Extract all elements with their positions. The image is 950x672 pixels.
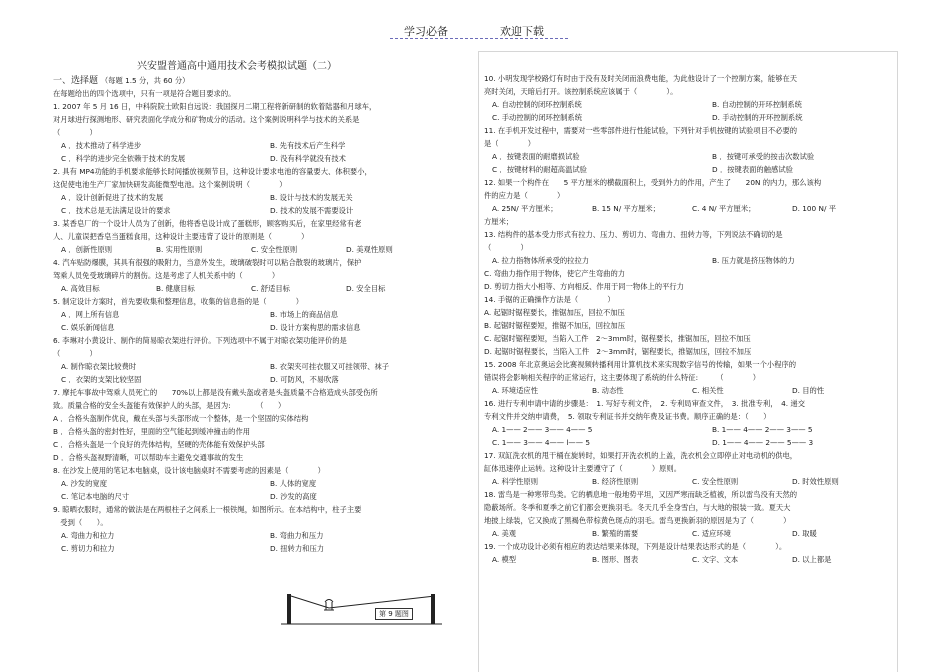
option-row bbox=[53, 139, 473, 152]
question-line: 4. 汽车贴防爆膜，其具有很强的吸附力，当意外发生，玻璃破裂时可以粘合散裂的玻璃片，保护 bbox=[53, 258, 362, 267]
option-text: D. 目的性 bbox=[792, 386, 825, 395]
option-text: B. 动态性 bbox=[592, 386, 624, 395]
option-text: A ．设计创新促进了技术的发展 bbox=[61, 193, 164, 202]
question-line: 件的应力是（ ） bbox=[484, 191, 565, 200]
question-line: C ．合格头盔是一个良好的壳体结构，坚硬的壳体能有效保护头部 bbox=[53, 440, 265, 449]
option-row bbox=[484, 111, 904, 124]
right-post bbox=[431, 594, 435, 624]
option-text: C ．科学的进步完全依赖于技术的发展 bbox=[61, 154, 186, 163]
option-text: D. 100 N/ 平 bbox=[792, 204, 837, 213]
question-line: 亮时关闭，天暗后打开。该控制系统应该属于（ ）。 bbox=[484, 87, 678, 96]
question-line: 对月球进行探测地形、研究表面化学成分和矿物成分的活动。这个案例说明科学与技术的关系是 bbox=[53, 115, 360, 124]
option-text: A. 环境适应性 bbox=[492, 386, 538, 395]
section-label: 一、选择题 bbox=[53, 76, 99, 86]
option-text: D. 安全目标 bbox=[346, 284, 386, 293]
header-right-text: 欢迎下载 bbox=[500, 25, 544, 38]
option-text: D. 没有科学就没有技术 bbox=[270, 154, 346, 163]
question-line: 受到（ ）。 bbox=[53, 518, 108, 527]
question-line: 1. 2007 年 5 月 16 日，中科院院士欧阳自远说：我国探月二期工程将新研制的软着陆器和月球车， bbox=[53, 102, 377, 111]
question-line: （ ） bbox=[53, 128, 97, 137]
option-text: A. 美观 bbox=[492, 529, 517, 538]
question-line: 18. 雷鸟是一种寒带鸟类。它的栖息地一般地势平坦，又因严寒而缺乏植被，所以雷鸟没有天然的 bbox=[484, 490, 798, 499]
option-text: A. 科学性原则 bbox=[492, 477, 538, 486]
question-line: 12. 如果一个构件在 5 平方厘米的横截面积上，受到外力的作用，产生了 20N 的内力，那么该构 bbox=[484, 178, 822, 187]
section-note: （每题 1.5 分，共 60 分） bbox=[100, 76, 190, 85]
option-row bbox=[53, 477, 473, 490]
question-line: B. 起锯时锯程要短，推锯不加压，回拉加压 bbox=[484, 321, 625, 330]
option-text: B. 弯曲力和压力 bbox=[270, 531, 324, 540]
option-row bbox=[53, 373, 473, 386]
option-text: A ．技术推动了科学进步 bbox=[61, 141, 142, 150]
option-text: A. 模型 bbox=[492, 555, 517, 564]
option-text: C ．按键材料的耐超高温试验 bbox=[492, 165, 587, 174]
option-text: D. 时效性原则 bbox=[792, 477, 839, 486]
option-row bbox=[53, 243, 473, 256]
option-text: C. 相关性 bbox=[692, 386, 724, 395]
option-row bbox=[484, 150, 904, 163]
section-heading bbox=[53, 74, 473, 87]
question-line: 3. 某香皂厂的一个设计人员为了创新，他将香皂设计成了蛋糕形，顾客购买后，在家里经常有老 bbox=[53, 219, 362, 228]
question-line: 错误将会影响相关程序的正常运行，这主要体现了系统的什么特征: （ ） bbox=[484, 373, 761, 382]
question-line: 2. 具有 MP4功能的手机要求能够长时间播放视频节目，这种设计要求电池的容量要大、体积要小， bbox=[53, 167, 372, 176]
option-text: B. 经济性原则 bbox=[592, 477, 639, 486]
option-row bbox=[53, 191, 473, 204]
option-text: B. 1—— 4—— 2—— 3—— 5 bbox=[712, 425, 813, 434]
document-title: 兴安盟普通高中通用技术会考模拟试题（二） bbox=[137, 61, 337, 72]
option-text: D. 1—— 4—— 2—— 5—— 3 bbox=[712, 438, 814, 447]
option-text: D. 技术的发展不需要设计 bbox=[270, 206, 354, 215]
option-text: C ．衣架的支架比较坚固 bbox=[61, 375, 142, 384]
option-row bbox=[53, 490, 473, 503]
option-text: B. 人体的宽度 bbox=[270, 479, 317, 488]
option-text: C. 手动控制的闭环控制系统 bbox=[492, 113, 582, 122]
question-line: 10. 小明发现学校路灯有时由于没有及时关闭而浪费电能，为此他设计了一个控制方案，能够在天 bbox=[484, 74, 798, 83]
question-line: 驾乘人员免受玻璃碎片的割伤。这是考虑了人机关系中的（ ） bbox=[53, 271, 280, 280]
option-text: B. 先有技术后产生科学 bbox=[270, 141, 346, 150]
left-post bbox=[287, 594, 291, 624]
option-row bbox=[484, 202, 904, 215]
option-text: A. 25N/ 平方厘米； bbox=[492, 204, 558, 213]
option-text: A. 制作晾衣架比较费时 bbox=[61, 362, 137, 371]
question-line: 17. 双缸洗衣机的甩干桶在旋转时，如果打开洗衣机的上盖，洗衣机会立即停止对电动机的供电， bbox=[484, 451, 798, 460]
option-row bbox=[53, 152, 473, 165]
option-text: B. 实用性原则 bbox=[156, 245, 203, 254]
question-line: 16. 进行专利申请中请的步骤是： 1. 写好专利文件， 2. 专利局审查文件， 3. 批准专利， 4. 递交 bbox=[484, 399, 806, 408]
right-column bbox=[484, 72, 904, 566]
question-line: （ ） bbox=[484, 243, 528, 252]
option-text: A. 高效目标 bbox=[61, 284, 100, 293]
question-line: C. 起锯时锯程要短，当陷入工件 2～3mm时，锯程要长，推锯加压，回拉不加压 bbox=[484, 334, 751, 343]
question-line: 19. 一个成功设计必须有相应的表达结果来体现，下列是设计结果表达形式的是（ ）。 bbox=[484, 542, 787, 551]
option-text: D. 取暖 bbox=[792, 529, 817, 538]
question-line: 6. 李琳对小黄设计、制作的简易晾衣架进行评价。下列选项中不属于对晾衣架功能评价的是 bbox=[53, 336, 347, 345]
option-text: A ．创新性原则 bbox=[61, 245, 113, 254]
option-row bbox=[484, 436, 904, 449]
option-text: C. 笔记本电脑的尺寸 bbox=[61, 492, 130, 501]
option-row bbox=[484, 98, 904, 111]
question-line: 7. 摩托车事故中驾乘人员死亡的 70%以上都是没有戴头盔或者是头盔质量不合格造成头部受伤所 bbox=[53, 388, 378, 397]
option-row bbox=[53, 204, 473, 217]
option-text: A. 自动控制的闭环控制系统 bbox=[492, 100, 582, 109]
question-line: 13. 结构件的基本受力形式有拉力、压力、剪切力、弯曲力、扭转力等，下列说法不确切的是 bbox=[484, 230, 783, 239]
option-text: B. 15 N/ 平方厘米； bbox=[592, 204, 660, 213]
option-text: C. 娱乐新闻信息 bbox=[61, 323, 115, 332]
option-text: B. 健康目标 bbox=[156, 284, 195, 293]
option-row bbox=[484, 384, 904, 397]
option-text: B. 繁殖的需要 bbox=[592, 529, 639, 538]
option-text: A. 沙发的宽度 bbox=[61, 479, 107, 488]
option-text: A. 1—— 2—— 3—— 4—— 5 bbox=[492, 425, 593, 434]
question-line: A. 起锯时锯程要长，推锯加压，回拉不加压 bbox=[484, 308, 625, 317]
option-row bbox=[484, 254, 904, 267]
option-text: D. 美观性原则 bbox=[346, 245, 393, 254]
option-row bbox=[53, 282, 473, 295]
question-line: （ ） bbox=[53, 349, 97, 358]
option-text: B. 图形、图表 bbox=[592, 555, 639, 564]
option-text: A ．网上所有信息 bbox=[61, 310, 120, 319]
option-text: C. 安全性原则 bbox=[692, 477, 739, 486]
question-line: D. 起锯时锯程要长，当陷入工件 2～3mm时，锯程要长，推锯加压，回拉不加压 bbox=[484, 347, 752, 356]
question-line: A ．合格头盔制作优良，戴在头部与头部形成一个整体，是一个坚固的实体结构 bbox=[53, 414, 309, 423]
option-row bbox=[53, 360, 473, 373]
section-instruction: 在每题给出的四个选项中，只有一项是符合题目要求的。 bbox=[53, 89, 236, 98]
question-line: D ．合格头盔视野清晰，可以帮助车主避免交通事故的发生 bbox=[53, 453, 244, 462]
option-row bbox=[484, 423, 904, 436]
option-text: B. 设计与技术的发展无关 bbox=[270, 193, 353, 202]
question-line: 专利文件并交纳申请费， 5. 领取专利证书并交纳年费及证书费。顺序正确的是：（ ） bbox=[484, 412, 771, 421]
option-row bbox=[484, 553, 904, 566]
question-line: 是（ ） bbox=[484, 139, 536, 148]
option-text: C. 舒适目标 bbox=[251, 284, 290, 293]
option-text: C. 4 N/ 平方厘米； bbox=[692, 204, 756, 213]
question-line: 方厘米； bbox=[484, 217, 514, 226]
question-line: C. 弯曲力指作用于物体，使它产生弯曲的力 bbox=[484, 269, 626, 278]
option-row bbox=[484, 163, 904, 176]
question-line: 地披上绿装，它又换成了黑褐色带棕黄色斑点的羽毛。雷鸟更换新羽的原因是为了（ ） bbox=[484, 516, 791, 525]
option-text: C. 文字、文本 bbox=[692, 555, 739, 564]
question-line: 5. 制定设计方案时，首先要收集和整理信息，收集的信息指的是（ ） bbox=[53, 297, 304, 306]
left-column bbox=[53, 74, 473, 555]
option-text: D. 沙发的高度 bbox=[270, 492, 317, 501]
option-text: D. 扭转力和压力 bbox=[270, 544, 325, 553]
option-row bbox=[53, 542, 473, 555]
question-line: 缸体迅速停止运转。这种设计主要遵守了（ ）原则。 bbox=[484, 464, 682, 473]
figure-caption: 第 9 题图 bbox=[375, 608, 413, 620]
option-text: D. 可防风，不易吹落 bbox=[270, 375, 339, 384]
option-text: C. 安全性原则 bbox=[251, 245, 298, 254]
option-text: A ．按键表面的耐磨损试验 bbox=[492, 152, 580, 161]
question-line: 9. 晾晒衣服时，通常的做法是在两根柱子之间系上一根铁绳，如图所示。在本结构中，柱子主要 bbox=[53, 505, 362, 514]
wire-line bbox=[291, 596, 435, 608]
option-text: D. 设计方案构思的需求信息 bbox=[270, 323, 361, 332]
question-line: 隐蔽场所。冬季和夏季之前它们都会更换羽毛。冬天几乎全身雪白，与大地的银装一致。夏天大 bbox=[484, 503, 791, 512]
option-text: D. 手动控制的开环控制系统 bbox=[712, 113, 803, 122]
option-row bbox=[484, 475, 904, 488]
question-line: 致。质量合格的安全头盔能有效保护人的头部，是因为: （ ） bbox=[53, 401, 286, 410]
option-text: A. 弯曲力和拉力 bbox=[61, 531, 115, 540]
question-line: 8. 在沙发上使用的笔记本电脑桌，设计该电脑桌时不需要考虑的因素是（ ） bbox=[53, 466, 325, 475]
option-row bbox=[484, 527, 904, 540]
question-line: 人、儿童误把香皂当蛋糕食用，这种设计主要违背了设计的原则是（ ） bbox=[53, 232, 309, 241]
question-line: 这促使电池生产厂家加快研发高能微型电池。这个案例说明（ ） bbox=[53, 180, 287, 189]
option-text: B. 自动控制的开环控制系统 bbox=[712, 100, 802, 109]
option-row bbox=[53, 308, 473, 321]
option-text: C ．技术总是无法满足设计的要求 bbox=[61, 206, 171, 215]
question-line: 15. 2008 年北京奥运会比赛视频转播利用计算机技术来实现数字信号的传输，如果一个小程序的 bbox=[484, 360, 797, 369]
clothesline-figure bbox=[281, 586, 442, 626]
header-left-text: 学习必备 bbox=[404, 25, 448, 38]
question-line: D. 剪切力指大小相等、方向相反、作用于同一物体上的平行力 bbox=[484, 282, 684, 291]
option-text: D ．按键表面的触感试验 bbox=[712, 165, 793, 174]
option-text: B. 市场上的商品信息 bbox=[270, 310, 339, 319]
option-row bbox=[53, 321, 473, 334]
option-text: B ．按键可承受的按击次数试验 bbox=[712, 152, 815, 161]
option-row bbox=[53, 529, 473, 542]
option-text: D. 以上都是 bbox=[792, 555, 832, 564]
option-text: C. 适应环境 bbox=[692, 529, 731, 538]
question-line: 14. 手锯的正确操作方法是（ ） bbox=[484, 295, 615, 304]
header-divider bbox=[390, 38, 568, 39]
question-line: B ．合格头盔的密封性好，里面的空气能起到缓冲撞击的作用 bbox=[53, 427, 251, 436]
option-text: B. 衣架夹可挂衣服又可挂领带、袜子 bbox=[270, 362, 390, 371]
option-text: A. 拉力指物体所承受的拉拉力 bbox=[492, 256, 590, 265]
option-text: C. 1—— 3—— 4—— l—— 5 bbox=[492, 438, 590, 447]
option-text: B. 压力就是挤压物体的力 bbox=[712, 256, 795, 265]
question-line: 11. 在手机开发过程中，需要对一些零部件进行性能试验，下列针对手机按键的试验项目不必要的 bbox=[484, 126, 798, 135]
option-text: C. 剪切力和拉力 bbox=[61, 544, 115, 553]
